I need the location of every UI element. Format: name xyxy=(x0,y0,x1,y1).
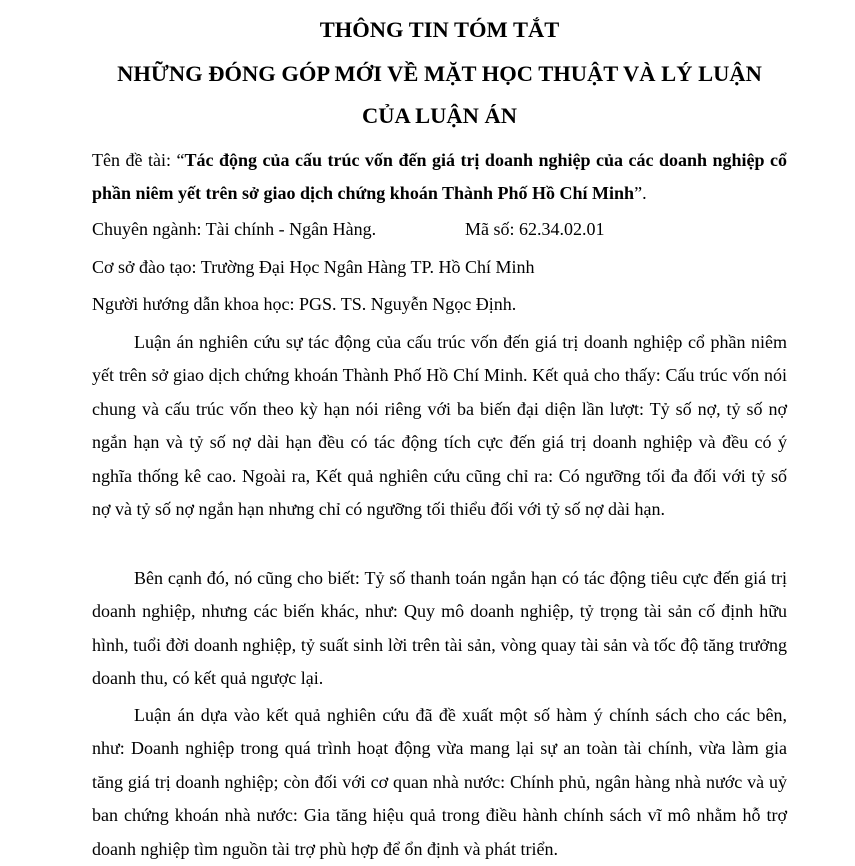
document-title: THÔNG TIN TÓM TẮT xyxy=(319,17,560,42)
body-paragraph: Luận án dựa vào kết quả nghiên cứu đã đề xuất một số hàm ý chính sách cho các bên, như: Doanh nghiệp trong quá trình hoạt động vừa mang lại sự an toàn tài chính, vừa làm gia tăng giá trị doanh nghiệp; còn đối với cơ quan nhà nước: Chính phủ, ngân hàng nhà nước và uỷ ban chứng khoán nhà nước: Gia tăng hiệu quả trong điều hành chính sách vĩ mô nhằm hỗ trợ doanh nghiệp tìm nguồn tài trợ phù hợp để ổn định và phát triển. xyxy=(92,705,787,859)
institution-line: Cơ sở đào tạo: Trường Đại Học Ngân Hàng TP. Hồ Chí Minh xyxy=(92,257,535,277)
thesis-topic xyxy=(92,144,787,210)
topic-text: Tác động của cấu trúc vốn đến giá trị doanh nghiệp của các doanh nghiệp cổ phần niêm yết trên sở giao dịch chứng khoán Thành Phố Hồ Chí Minh xyxy=(92,150,787,203)
body-paragraph: Bên cạnh đó, nó cũng cho biết: Tỷ số thanh toán ngắn hạn có tác động tiêu cực đến giá trị doanh nghiệp, nhưng các biến khác, như: Quy mô doanh nghiệp, tỷ trọng tài sản cố định hữu hình, tuổi đời doanh nghiệp, tỷ suất sinh lời trên tài sản, vòng quay tài sản và tốc độ tăng trưởng doanh thu, có kết quả ngược lại. xyxy=(92,568,787,689)
advisor-line: Người hướng dẫn khoa học: PGS. TS. Nguyễn Ngọc Định. xyxy=(92,294,517,314)
topic-end: ”. xyxy=(634,183,647,203)
topic-label: Tên đề tài: “ xyxy=(92,150,185,170)
major-text: Chuyên ngành: Tài chính - Ngân Hàng. xyxy=(92,219,377,239)
document-subtitle-line2: CỦA LUẬN ÁN xyxy=(361,103,517,128)
major-line xyxy=(92,213,787,246)
document-subtitle-line1: NHỮNG ĐÓNG GÓP MỚI VỀ MẶT HỌC THUẬT VÀ LÝ LUẬN xyxy=(117,61,762,86)
major-code: Mã số: 62.34.02.01 xyxy=(465,219,605,239)
body-paragraph: Luận án nghiên cứu sự tác động của cấu trúc vốn đến giá trị doanh nghiệp cổ phần niêm yết trên sở giao dịch chứng khoán Thành Phố Hồ Chí Minh. Kết quả cho thấy: Cấu trúc vốn nói chung và cấu trúc vốn theo kỳ hạn nói riêng với ba biến đại diện lần lượt: Tỷ số nợ, tỷ số nợ ngắn hạn và tỷ số nợ dài hạn đều có tác động tích cực đến giá trị doanh nghiệp và đều có ý nghĩa thống kê cao. Ngoài ra, Kết quả nghiên cứu cũng chỉ ra: Có ngưỡng tối đa đối với tỷ số nợ và tỷ số nợ ngắn hạn nhưng chỉ có ngưỡng tối thiểu đối với tỷ số nợ dài hạn. xyxy=(92,332,787,520)
